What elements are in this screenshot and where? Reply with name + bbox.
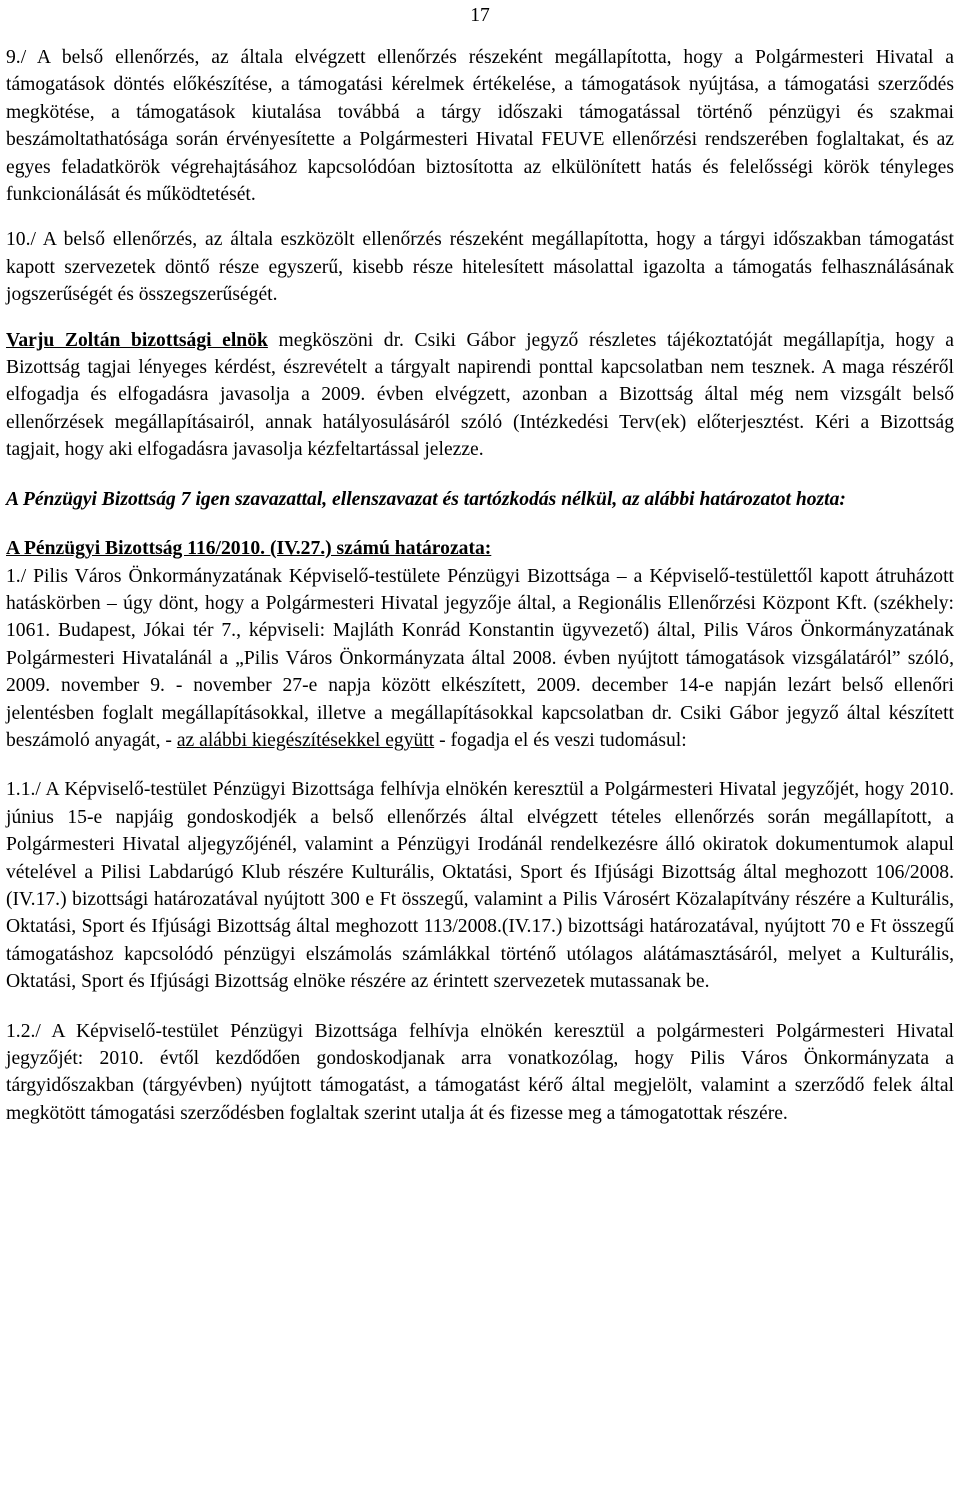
page-number: 17 xyxy=(470,5,490,26)
vote-result: A Pénzügyi Bizottság 7 igen szavazattal, ellenszavazat és tartózkodás nélkül, az alábbi határozatot hozta: xyxy=(6,488,846,510)
spacer xyxy=(6,309,954,327)
spacer xyxy=(6,464,954,486)
resolution-heading: A Pénzügyi Bizottság 116/2010. (IV.27.) számú határozata: xyxy=(6,538,492,560)
spacer xyxy=(6,996,954,1018)
speaker-name: Varju Zoltán bizottsági elnök xyxy=(6,329,268,351)
resolution-point-1 xyxy=(6,563,954,755)
resolution-point-1-text: 1./ Pilis Város Önkormányzatának Képviselő-testülete Pénzügyi Bizottsága – a Képviselő-testülettől kapott átruházott hatáskörben – úgy dönt, hogy a Polgármesteri Hivatal jegyzője által, a Regionális Ellenőrzési Központ Kft. (székhely: 1061. Budapest, Jókai tér 7., képviseli: Majláth Konrád Konstantin ügyvezető) által, Pilis Város Önkormányzatának Polgármesteri Hivatalánál a „Pilis Város Önkormányzata által 2008. évben nyújtott támogatások vizsgálatáról” szóló, 2009. november 9. - november 27-e napja között elkészített, 2009. december 14-e napján lezárt belső ellenőri jelentésben foglalt megállapításokkal, illetve a megállapításokkal kapcsolatban dr. Csiki Gábor jegyző által készített beszámoló anyagát, - xyxy=(6,565,954,751)
resolution-point-1-2: 1.2./ A Képviselő-testület Pénzügyi Bizottsága felhívja elnökén keresztül a polgármesteri Polgármesteri Hivatal jegyzőjét: 2010. évtől kezdődően gondoskodjanak arra vonatkozólag, hogy Pilis Város Önkormányzata a tárgyidőszakban (tárgyévben) nyújtott támogatást, a támogatást kérő által megjelölt, valamint a szerződő felek által megkötött támogatási szerződésben foglaltak szerint utalja át és fizesse meg a támogatottak részére. xyxy=(6,1020,954,1124)
resolution-underlined-phrase: az alábbi kiegészítésekkel együtt xyxy=(176,729,435,751)
chair-statement-text: megköszöni dr. Csiki Gábor jegyző részletes tájékoztatóját megállapítja, hogy a Bizottság tagjai lényeges kérdést, észrevételt a tárgyalt napirendi ponttal kapcsolatban nem tesznek. A maga részéről elfogadja és elfogadásra javasolja a 2009. évben elvégzett, azonban a Bizottság által még nem vizsgált belső ellenőrzések megállapításairól, annak hatályosulásáról szóló (Intézkedési Terv(ek) előterjesztést. Kéri a Bizottság tagjait, hogy aki elfogadásra javasolja kézfeltartással jelezze. xyxy=(6,329,954,461)
resolution-point-1-end: - fogadja el és veszi tudomásul: xyxy=(434,729,687,751)
spacer xyxy=(6,513,954,535)
spacer xyxy=(6,208,954,226)
spacer xyxy=(6,754,954,776)
item-9-paragraph: 9./ A belső ellenőrzés, az általa elvégzett ellenőrzés részeként megállapította, hogy a Polgármesteri Hivatal a támogatások döntés előkészítése, a támogatási kérelmek értékelése, a támogatások nyújtása, a támogatási szerződés megkötése, a támogatások kiutalása továbbá a tárgy időszaki támogatással történő pénzügyi és szakmai beszámoltathatósága során érvényesítette a Polgármesteri Hivatal FEUVE ellenőrzési rendszerében foglaltakat, és az egyes feladatkörök végrehajtásához kapcsolódóan biztosította az elkülönített hatás és felelősségi körök tényleges funkcionálását és működtetését. xyxy=(6,47,954,206)
resolution-point-1-1: 1.1./ A Képviselő-testület Pénzügyi Bizottsága felhívja elnökén keresztül a Polgármesteri Hivatal jegyzőjét, hogy 2010. június 15-e napjáig gondoskodjék a belső ellenőrzés által elvégzett tételes ellenőrzés során megállapított, a Polgármesteri Hivatal aljegyzőjénél, valamint a Pénzügyi Irodánál rendelkezésre álló okiratok dokumentumok alapul vételével a Pilisi Labdarúgó Klub részére Kulturális, Oktatási, Sport és Ifjúsági Bizottság által meghozott 106/2008.(IV.17.) bizottsági határozatával nyújtott 300 e Ft összegű, valamint a Pilis Városért Közalapítvány részére a Kulturális, Oktatási, Sport és Ifjúsági Bizottság által meghozott 113/2008.(IV.17.) bizottsági határozatával, nyújtott 70 e Ft összegű támogatáshoz kapcsolódó pénzügyi elszámolás számlákkal történő utólagos alátámasztásáról, melyet a Kulturális, Oktatási, Sport és Ifjúsági Bizottság elnöke részére az érintett szervezetek mutassanak be. xyxy=(6,779,954,993)
item-10-paragraph: 10./ A belső ellenőrzés, az általa eszközölt ellenőrzés részeként megállapította, hogy a tárgyi időszakban támogatást kapott szervezetek döntő része egyszerű, kisebb része hitelesített másolattal igazolta a támogatás felhasználásának jogszerűségét és összegszerűségét. xyxy=(6,229,954,306)
document-body xyxy=(6,44,954,1127)
chair-statement-paragraph xyxy=(6,327,954,464)
